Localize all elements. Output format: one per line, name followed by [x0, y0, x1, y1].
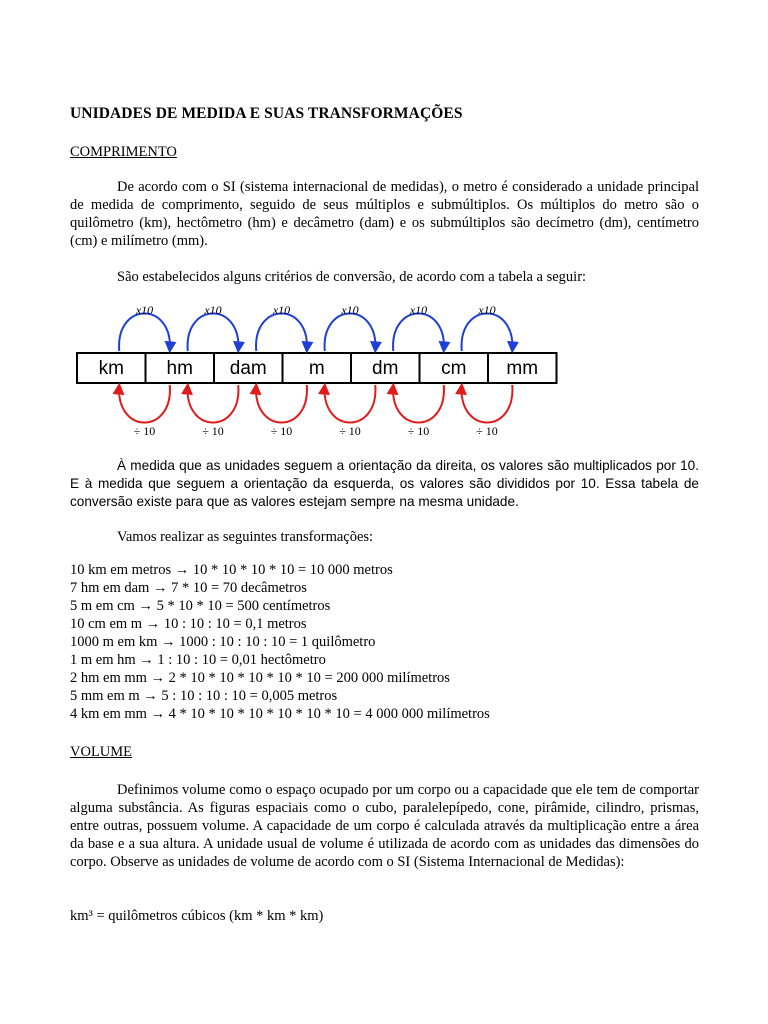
transformation-item: 5 mm em m → 5 : 10 : 10 : 10 = 0,005 metros	[70, 688, 338, 704]
multiply-label: x10	[409, 303, 428, 317]
transformation-item: 10 cm em m → 10 : 10 : 10 = 0,1 metros	[70, 616, 307, 632]
multiply-arrow	[325, 314, 376, 352]
multiply-label: x10	[204, 303, 222, 317]
unit-label-hm: hm	[166, 358, 193, 379]
document-title: UNIDADES DE MEDIDA E SUAS TRANSFORMAÇÕES	[70, 105, 463, 122]
section-heading-comprimento: COMPRIMENTO	[70, 144, 177, 160]
unit-label-mm: mm	[506, 358, 539, 379]
unit-label-dam: dam	[229, 358, 267, 379]
divide-arrow	[325, 385, 376, 423]
transformation-item: 1 m em hm → 1 : 10 : 10 = 0,01 hectômetro	[70, 652, 326, 668]
unit-label-cm: cm	[441, 358, 467, 379]
transformation-item: 5 m em cm → 5 * 10 * 10 = 500 centímetros	[70, 598, 331, 614]
multiply-label: x10	[272, 303, 291, 317]
volume-paragraph-intro: Definimos volume como o espaço ocupado por um corpo ou a capacidade que ele tem de comportar alguma substância. As figuras espaciais como o cubo, paralelepípedo, cone, pirâmide, cilindro, prismas, entre outras, possuem volume. A capacidade de um corpo é calculada através da multiplicação entre a área da base e a sua altura. A unidade usual de volume é utilizada de acordo com as unidades das dimensões do corpo. Observe as unidades de volume de acordo com o SI (Sistema Internacional de Medidas):	[70, 782, 699, 870]
multiply-label: x10	[135, 303, 154, 317]
divide-label: ÷ 10	[476, 424, 498, 438]
transformation-item: 2 hm em mm → 2 * 10 * 10 * 10 * 10 * 10 = 200 000 milímetros	[70, 670, 450, 686]
comprimento-paragraph-criteria: São estabelecidos alguns critérios de conversão, de acordo com a tabela a seguir:	[117, 269, 587, 285]
comprimento-paragraph-transformations-intro: Vamos realizar as seguintes transformações:	[117, 529, 374, 545]
divide-arrow	[119, 385, 170, 423]
multiply-arrow	[393, 314, 444, 352]
comprimento-paragraph-intro: De acordo com o SI (sistema internacional de medidas), o metro é considerado a unidade principal de medida de comprimento, seguido de seus múltiplos e submúltiplos. Os múltiplos do metro são o quilômetro (km), hectômetro (hm) e decâmetro (dam) e os submúltiplos são decímetro (dm), centímetro (cm) e milímetro (mm).	[70, 179, 699, 249]
unit-label-km: km	[98, 358, 124, 379]
divide-arrow	[256, 385, 307, 423]
unit-label-dm: dm	[372, 358, 399, 379]
transformation-item: 10 km em metros → 10 * 10 * 10 * 10 = 10 000 metros	[70, 562, 393, 578]
unit-conversion-diagram	[70, 297, 630, 442]
divide-arrow	[188, 385, 239, 423]
volume-formula-km3: km³ = quilômetros cúbicos (km * km * km)	[70, 908, 324, 924]
multiply-arrow	[188, 314, 239, 352]
section-heading-volume: VOLUME	[70, 744, 133, 760]
divide-label: ÷ 10	[202, 424, 224, 438]
divide-arrow	[393, 385, 444, 423]
multiply-arrow	[119, 314, 170, 352]
transformation-item: 1000 m em km → 1000 : 10 : 10 : 10 = 1 quilômetro	[70, 634, 376, 650]
divide-label: ÷ 10	[339, 424, 361, 438]
divide-label: ÷ 10	[133, 424, 156, 438]
multiply-arrow	[462, 314, 513, 352]
transformations-list	[70, 561, 490, 723]
unit-label-m: m	[308, 358, 325, 379]
comprimento-paragraph-explanation: À medida que as unidades seguem a orientação da direita, os valores são multiplicados por 10. E à medida que seguem a orientação da esquerda, os valores são divididos por 10. Essa tabela de conversão existe para que as valores estejam sempre na mesma unidade.	[70, 458, 699, 509]
transformation-item: 4 km em mm → 4 * 10 * 10 * 10 * 10 * 10 * 10 = 4 000 000 milímetros	[70, 706, 490, 722]
multiply-label: x10	[478, 303, 496, 317]
divide-label: ÷ 10	[407, 424, 430, 438]
multiply-arrow	[256, 314, 307, 352]
divide-arrow	[462, 385, 513, 423]
transformation-item: 7 hm em dam → 7 * 10 = 70 decâmetros	[70, 580, 307, 596]
multiply-label: x10	[341, 303, 359, 317]
divide-label: ÷ 10	[270, 424, 293, 438]
